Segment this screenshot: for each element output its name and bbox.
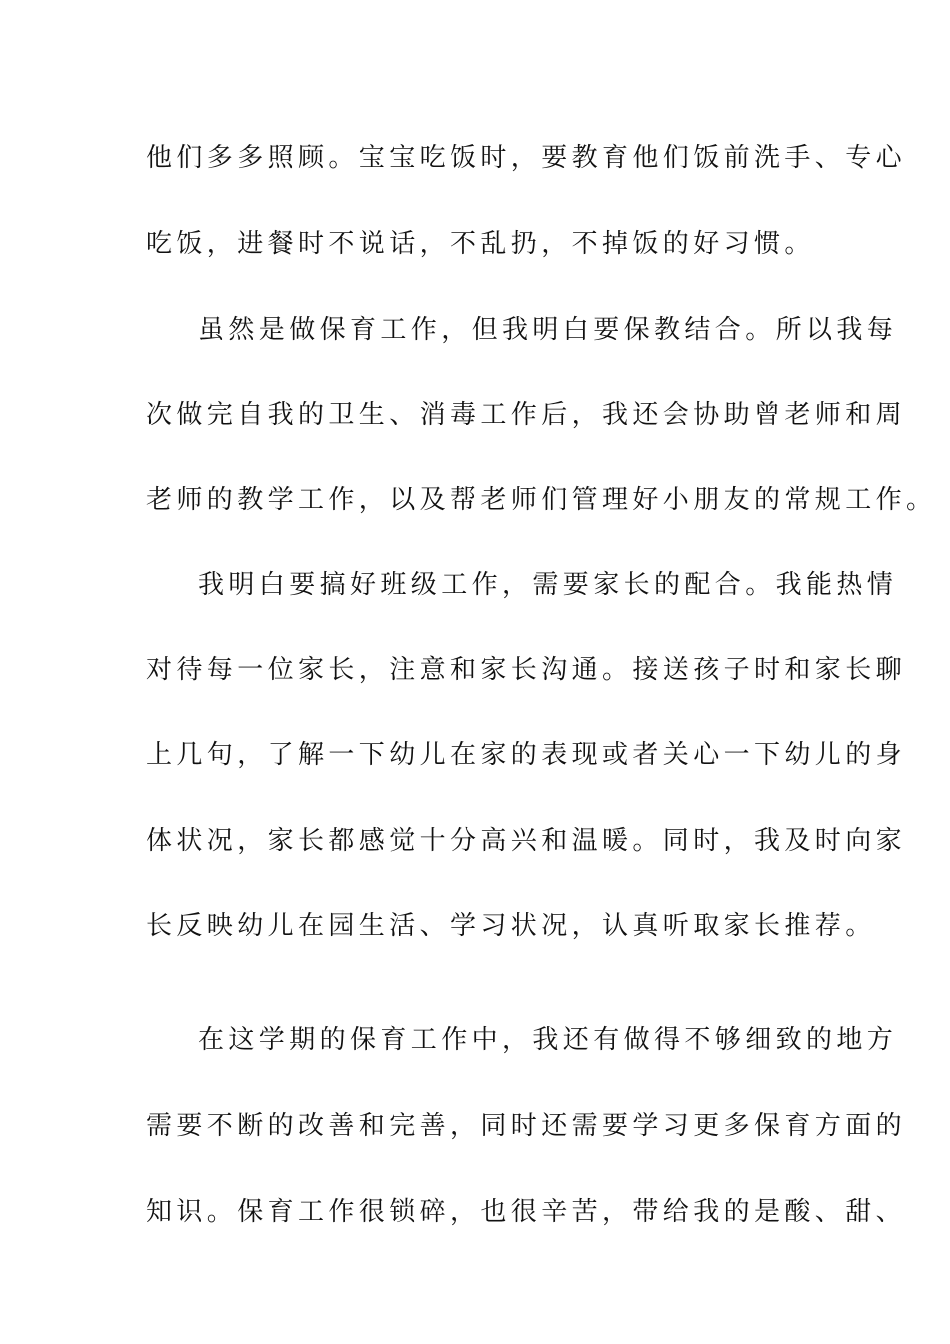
text-line: 次做完自我的卫生、消毒工作后，我还会协助曾老师和周 xyxy=(146,400,907,430)
text-line: 老师的教学工作，以及帮老师们管理好小朋友的常规工作。 xyxy=(146,485,937,515)
paragraph-start-line: 在这学期的保育工作中，我还有做得不够细致的地方 xyxy=(198,1025,898,1055)
text-line: 需要不断的改善和完善，同时还需要学习更多保育方面的 xyxy=(146,1111,907,1141)
text-line: 上几句，了解一下幼儿在家的表现或者关心一下幼儿的身 xyxy=(146,740,907,770)
paragraph-start-line: 虽然是做保育工作，但我明白要保教结合。所以我每 xyxy=(198,315,898,345)
text-line: 他们多多照顾。宝宝吃饭时，要教育他们饭前洗手、专心 xyxy=(146,143,907,173)
text-line: 体状况，家长都感觉十分高兴和温暖。同时，我及时向家 xyxy=(146,826,907,856)
text-line: 知识。保育工作很锁碎，也很辛苦，带给我的是酸、甜、 xyxy=(146,1197,907,1227)
text-line: 对待每一位家长，注意和家长沟通。接送孩子时和家长聊 xyxy=(146,655,907,685)
text-line: 吃饭，进餐时不说话，不乱扔，不掉饭的好习惯。 xyxy=(146,229,815,259)
paragraph-start-line: 我明白要搞好班级工作，需要家长的配合。我能热情 xyxy=(198,570,898,600)
text-line: 长反映幼儿在园生活、学习状况，认真听取家长推荐。 xyxy=(146,911,876,941)
